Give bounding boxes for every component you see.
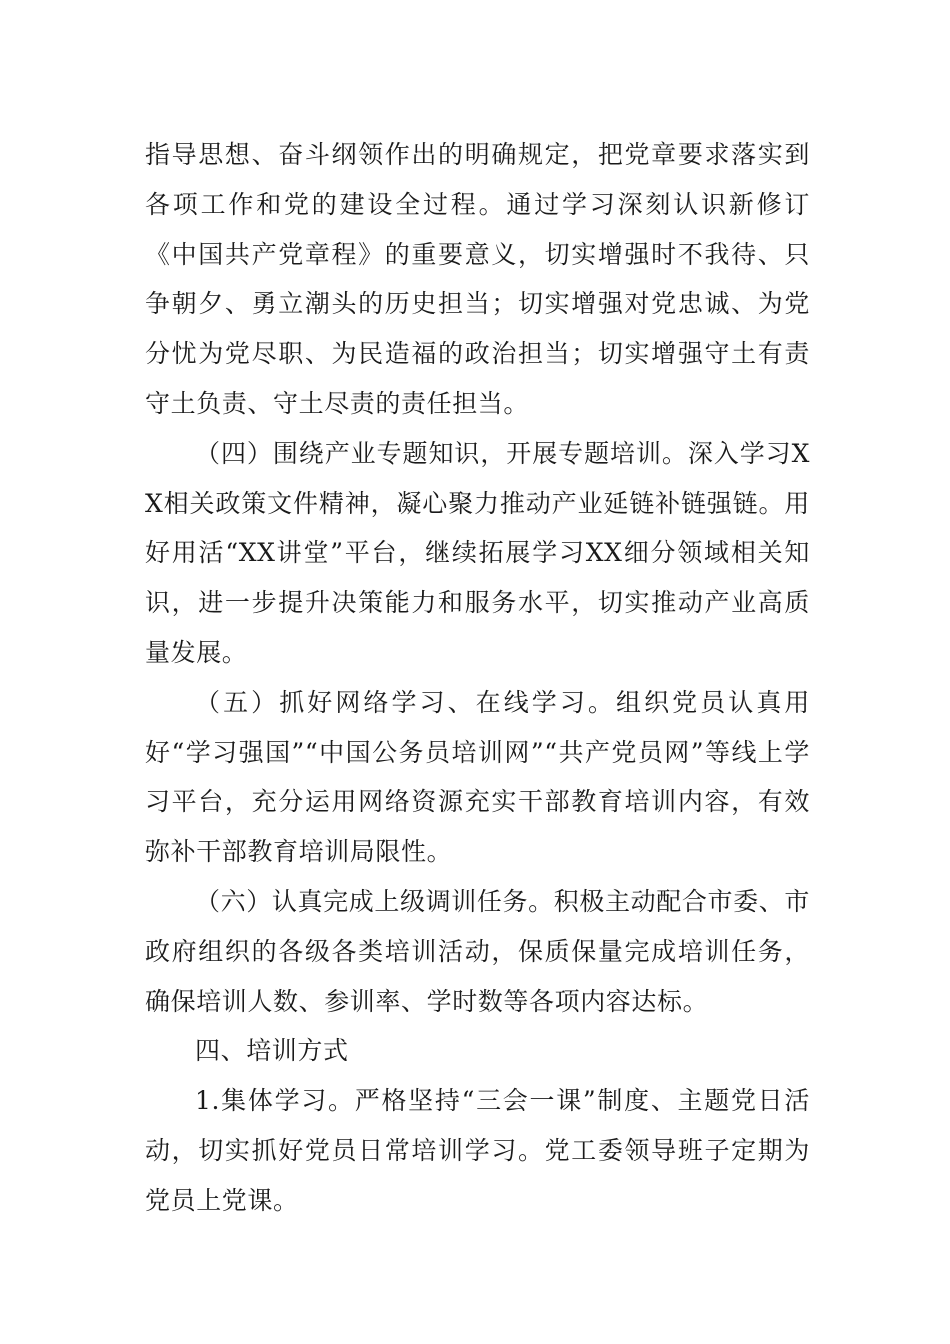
paragraph-method-1: 1.集体学习。严格坚持“三会一课”制度、主题党日活动，切实抓好党员日常培训学习。党工委领导班子定期为党员上党课。 (145, 1086, 810, 1215)
section-heading-training-methods: 四、培训方式 (195, 1036, 349, 1066)
document-body (145, 130, 810, 1226)
paragraph-continuation: 指导思想、奋斗纲领作出的明确规定，把党章要求落实到各项工作和党的建设全过程。通过学习深刻认识新修订《中国共产党章程》的重要意义，切实增强时不我待、只争朝夕、勇立潮头的历史担当；切实增强对党忠诚、为党分忧为党尽职、为民造福的政治担当；切实增强守土有责守土负责、守土尽责的责任担当。 (145, 140, 810, 418)
paragraph-item-6: （六）认真完成上级调训任务。积极主动配合市委、市政府组织的各级各类培训活动，保质保量完成培训任务，确保培训人数、参训率、学时数等各项内容达标。 (145, 886, 810, 1016)
paragraph-item-5: （五）抓好网络学习、在线学习。组织党员认真用好“学习强国”“中国公务员培训网”“共产党员网”等线上学习平台，充分运用网络资源充实干部教育培训内容，有效弥补干部教育培训局限性。 (145, 687, 810, 867)
paragraph-item-4: （四）围绕产业专题知识，开展专题培训。深入学习XX相关政策文件精神，凝心聚力推动产业延链补链强链。用好用活“XX讲堂”平台，继续拓展学习XX细分领域相关知识，进一步提升决策能力和服务水平，切实推动产业高质量发展。 (145, 438, 810, 667)
